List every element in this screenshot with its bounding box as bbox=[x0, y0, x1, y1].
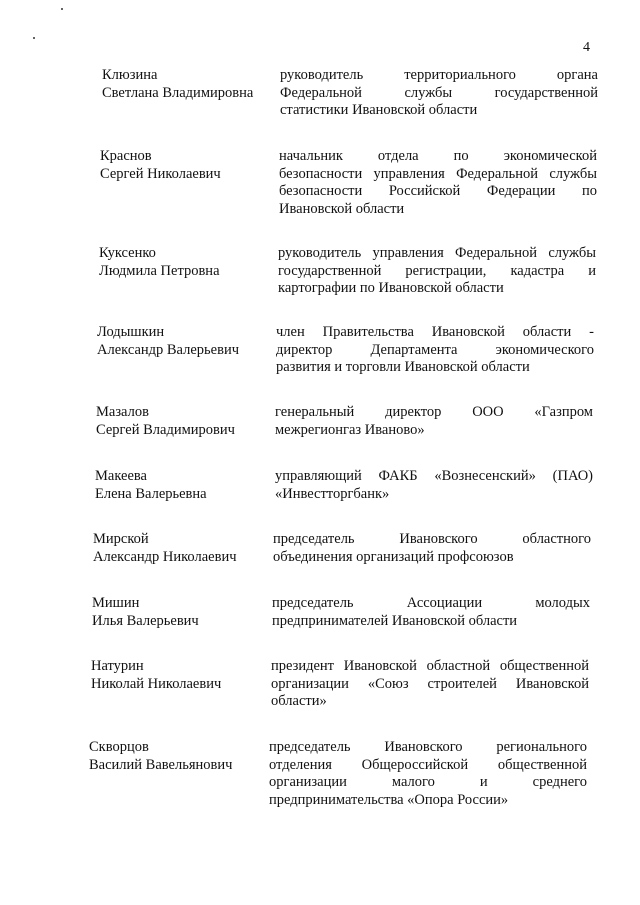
member-surname: Лодышкин bbox=[97, 324, 165, 340]
position-line: директор Департамента экономического bbox=[276, 341, 594, 358]
position-line: объединения организаций профсоюзов bbox=[273, 548, 514, 565]
position-line: безопасности Российской Федерации по bbox=[279, 183, 597, 199]
position-line: организации «Союз строителей Ивановской bbox=[271, 675, 589, 692]
member-name bbox=[95, 468, 285, 503]
member-given-names: Илья Валерьевич bbox=[92, 612, 199, 629]
member-given-names: Александр Валерьевич bbox=[97, 341, 239, 358]
member-surname: Натурин bbox=[91, 658, 144, 674]
position-line: управляющий ФАКБ «Вознесенский» (ПАО) bbox=[275, 468, 593, 484]
member-name bbox=[92, 595, 282, 630]
position-line: статистики Ивановской области bbox=[280, 102, 478, 118]
position-line: член Правительства Ивановской области - bbox=[276, 324, 594, 340]
member-position bbox=[278, 245, 596, 298]
member-position bbox=[276, 324, 594, 377]
scan-speck bbox=[33, 37, 35, 39]
position-line: «Инвестторгбанк» bbox=[275, 485, 390, 502]
member-given-names: Николай Николаевич bbox=[91, 675, 222, 692]
page-number: 4 bbox=[583, 40, 590, 55]
member-position bbox=[280, 67, 598, 120]
member-given-names: Светлана Владимировна bbox=[102, 84, 254, 101]
position-line: председатель Ассоциации молодых bbox=[272, 595, 590, 611]
member-name bbox=[100, 148, 290, 183]
member-given-names: Сергей Владимирович bbox=[96, 421, 235, 438]
position-line: организации малого и среднего bbox=[269, 774, 587, 790]
member-given-names: Людмила Петровна bbox=[99, 262, 220, 279]
position-line: безопасности управления Федеральной службы bbox=[279, 165, 597, 182]
position-line: начальник отдела по экономической bbox=[279, 148, 597, 164]
position-line: генеральный директор ООО «Газпром bbox=[275, 404, 593, 420]
member-surname: Куксенко bbox=[99, 245, 156, 261]
member-given-names: Александр Николаевич bbox=[93, 548, 237, 565]
position-line: государственной регистрации, кадастра и bbox=[278, 262, 596, 279]
position-line: картографии по Ивановской области bbox=[278, 280, 504, 296]
member-surname: Макеева bbox=[95, 468, 147, 484]
member-surname: Мирской bbox=[93, 531, 149, 547]
member-name bbox=[96, 404, 286, 439]
position-line: отделения Общероссийской общественной bbox=[269, 756, 587, 773]
member-surname: Клюзина bbox=[102, 67, 158, 83]
member-position bbox=[275, 404, 593, 439]
position-line: Ивановской области bbox=[279, 200, 405, 217]
member-position bbox=[275, 468, 593, 503]
position-line: президент Ивановской областной общественной bbox=[271, 658, 589, 674]
member-surname: Мишин bbox=[92, 595, 140, 611]
position-line: руководитель территориального органа bbox=[280, 67, 598, 83]
member-name bbox=[91, 658, 281, 693]
member-surname: Краснов bbox=[100, 148, 152, 164]
position-line: области» bbox=[271, 693, 327, 709]
member-name bbox=[102, 67, 292, 102]
position-line: межрегионгаз Иваново» bbox=[275, 421, 425, 438]
member-given-names: Сергей Николаевич bbox=[100, 165, 221, 182]
member-position bbox=[273, 531, 591, 566]
position-line: Федеральной службы государственной bbox=[280, 84, 598, 101]
member-surname: Скворцов bbox=[89, 739, 149, 755]
member-name bbox=[89, 739, 279, 774]
member-position bbox=[272, 595, 590, 630]
member-name bbox=[97, 324, 287, 359]
position-line: предпринимателей Ивановской области bbox=[272, 612, 518, 629]
member-given-names: Василий Вавельянович bbox=[89, 756, 233, 773]
member-position bbox=[269, 739, 587, 809]
member-given-names: Елена Валерьевна bbox=[95, 485, 207, 502]
position-line: развития и торговли Ивановской области bbox=[276, 359, 530, 375]
member-surname: Мазалов bbox=[96, 404, 149, 420]
member-name bbox=[99, 245, 289, 280]
position-line: председатель Ивановского областного bbox=[273, 531, 591, 547]
member-position bbox=[271, 658, 589, 711]
member-position bbox=[279, 148, 597, 218]
position-line: предпринимательства «Опора России» bbox=[269, 791, 509, 808]
position-line: председатель Ивановского регионального bbox=[269, 739, 587, 755]
member-name bbox=[93, 531, 283, 566]
scan-speck bbox=[61, 8, 63, 10]
position-line: руководитель управления Федеральной службы bbox=[278, 245, 596, 261]
